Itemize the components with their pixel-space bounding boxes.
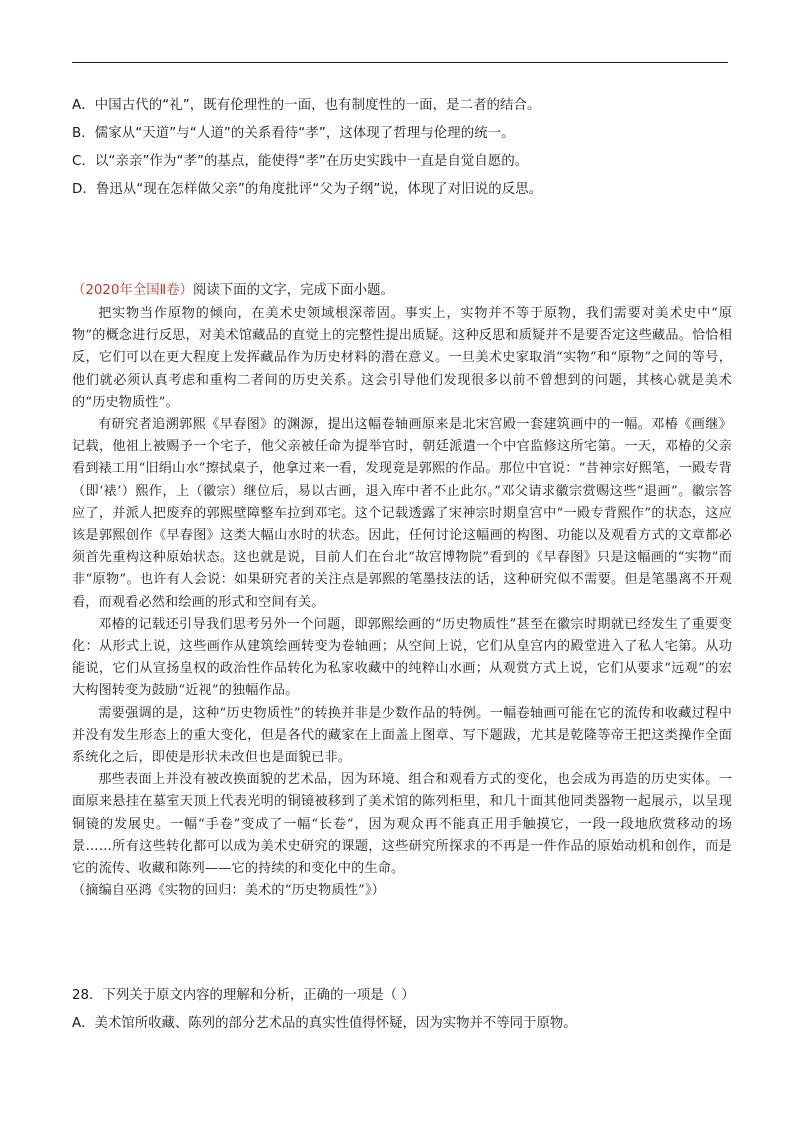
passage-paragraph-1: 把实物当作原物的倾向，在美术史领域根深蒂固。事实上，实物并不等于原物，我们需要对美术史中“原物”的概念进行反思，对美术馆藏品的直觉上的完整性提出质疑。这种反思和质疑并不是要否定这些藏品。恰恰相反，它们可以在更大程度上发挥藏品作为历史材料的潜在意义。一旦美术史家取消“实物”和“原物”之间的等号，他们就必须认真考虑和重构二者间的历史关系。这会引导他们发现很多以前不曾想到的问题，其核心就是美术的“历史物质性”。 (72, 306, 732, 410)
header-rule (72, 62, 728, 63)
exam-source-tag: （2020年全国Ⅱ卷） (72, 283, 194, 298)
question-28 (72, 982, 732, 1038)
option-d: D．鲁迅从“现在怎样做父亲”的角度批评“父为子纲”说，体现了对旧说的反思。 (72, 182, 543, 197)
option-c: C．以“亲亲”作为“孝”的基点，能使得“孝”在历史实践中一直是自觉自愿的。 (72, 154, 529, 169)
passage-paragraph-4: 需要强调的是，这种“历史物质性”的转换并非是少数作品的特例。一幅卷轴画可能在它的流传和收藏过程中并没有发生形态上的重大变化，但是各代的藏家在上面盖上图章、写下题跋，尤其是乾隆等帝王把这类操作全面系统化之后，即使是形状未改但也是面貌已非。 (72, 705, 732, 766)
question-28-option-a: A．美术馆所收藏、陈列的部分艺术品的真实性值得怀疑，因为实物并不等同于原物。 (72, 1016, 577, 1031)
previous-question-options (72, 92, 732, 204)
passage-paragraph-5: 那些表面上并没有被改换面貌的艺术品，因为环境、组合和观看方式的变化，也会成为再造的历史实体。一面原来悬挂在墓室天顶上代表光明的铜镜被移到了美术馆的陈列柜里，和几十面其他同类器物一起展示，以呈现铜镜的发展史。一幅“手卷”变成了一幅“长卷”，因为观众再不能真正用手触摸它，一段一段地欣赏移动的场景……所有这些转化都可以成为美术史研究的课题，这些研究所探求的不再是一件作品的原始动机和创作，而是它的流传、收藏和陈列——它的持续的和变化中的生命。 (72, 772, 732, 877)
passage-paragraph-3: 邓椿的记载还引导我们思考另外一个问题，即郭熙绘画的“历史物质性”甚至在徽宗时期就已经发生了重要变化：从形式上说，这些画作从建筑绘画转变为卷轴画；从空间上说，它们从皇宫内的殿堂进入了私人宅第。从功能说，它们从宣扬皇权的政治性作品转化为私家收藏中的纯粹山水画；从观赏方式上说，它们从要求“远观”的宏大构图转变为鼓励“近视”的独幅作品。 (72, 616, 732, 699)
passage-paragraph-2: 有研究者追溯郭熙《早春图》的渊源，提出这幅卷轴画原来是北宋宫殿一套建筑画中的一幅。邓椿《画继》记载，他祖上被赐予一个宅子，他父亲被任命为提举官时，朝廷派遣一个中官监修这所宅第。一天，邓椿的父亲看到裱工用“旧绢山水”擦拭桌子，他拿过来一看，发现竟是郭熙的作品。那位中官说：“昔神宗好熙笔，一殿专背（即‘裱’）熙作，上（徽宗）继位后，易以古画，退入库中者不止此尔。”邓父请求徽宗赏赐这些“退画”。徽宗答应了，并派人把废弃的郭熙壁障整车拉到邓宅。这个记载透露了宋神宗时期皇宫中“一殿专背熙作”的状态，这应该是郭熙创作《早春图》这类大幅山水时的状态。因此，任何讨论这幅画的构图、功能以及观看方式的文章都必须首先重构这种原始状态。这也就是说，目前人们在台北“故宫博物院”看到的《早春图》只是这幅画的“实物”而非“原物”。也许有人会说：如果研究者的关注点是郭熙的笔墨技法的话，这种研究似不需要。但是笔墨离不开观看，而观看必然和绘画的形式和空间有关。 (72, 417, 732, 610)
question-28-stem: 28．下列关于原文内容的理解和分析，正确的一项是（ ） (72, 988, 415, 1003)
instruction-text: 阅读下面的文字，完成下面小题。 (193, 283, 394, 298)
passage-source: （摘编自巫鸿《实物的回归：美术的“历史物质性”》） (72, 883, 385, 899)
option-a: A．中国古代的“礼”，既有伦理性的一面，也有制度性的一面，是二者的结合。 (72, 98, 541, 113)
reading-passage (72, 303, 732, 902)
question-header (72, 280, 732, 302)
option-b: B．儒家从“天道”与“人道”的关系看待“孝”，这体现了哲理与伦理的统一。 (72, 126, 515, 141)
